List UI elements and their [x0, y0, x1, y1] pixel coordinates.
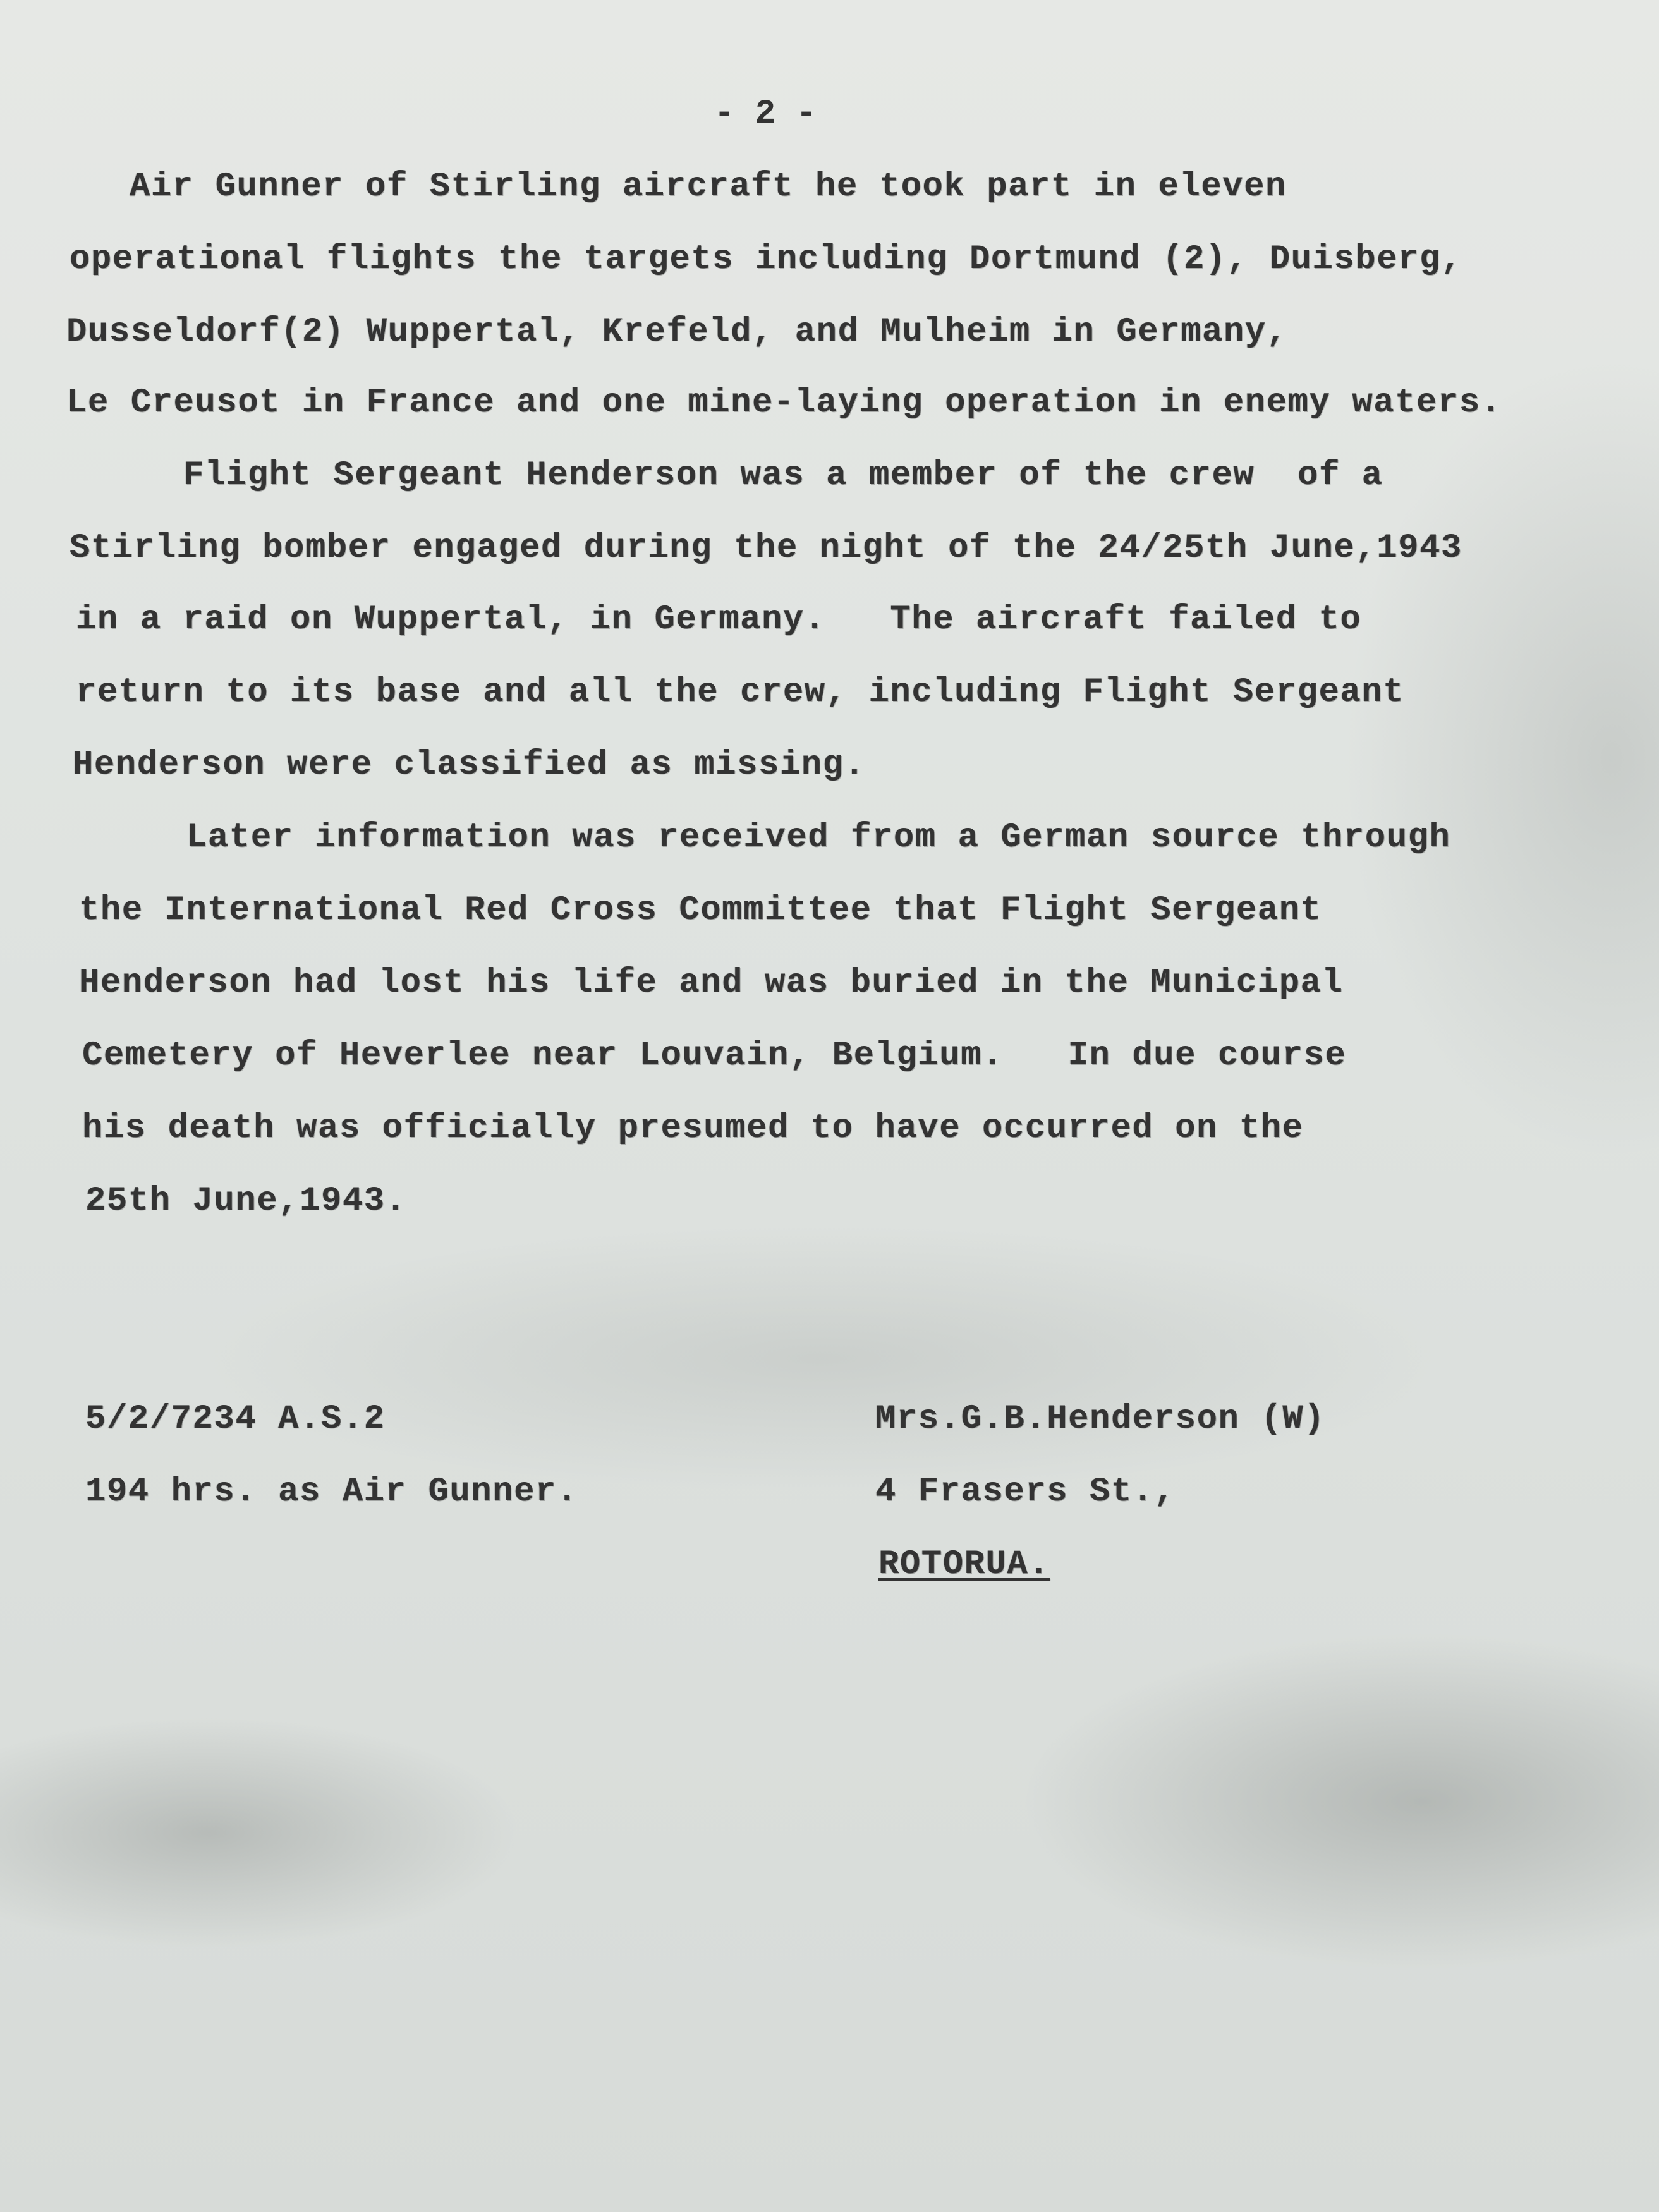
- body-line-14: his death was officially presumed to have occurred on the: [82, 1109, 1304, 1148]
- body-line-15: 25th June,1943.: [85, 1182, 407, 1220]
- addressee-street: 4 Frasers St.,: [875, 1473, 1176, 1511]
- body-line-4: Le Creusot in France and one mine-laying operation in enemy waters.: [66, 384, 1502, 422]
- body-line-13: Cemetery of Heverlee near Louvain, Belgium. In due course: [82, 1036, 1347, 1075]
- service-hours: 194 hrs. as Air Gunner.: [85, 1473, 578, 1511]
- body-line-11: the International Red Cross Committee that Flight Sergeant: [79, 891, 1322, 930]
- body-line-8: return to its base and all the crew, including Flight Sergeant: [76, 673, 1405, 712]
- body-line-7: in a raid on Wuppertal, in Germany. The aircraft failed to: [76, 600, 1362, 639]
- addressee-town: ROTORUA.: [878, 1545, 1050, 1584]
- body-line-1: Air Gunner of Stirling aircraft he took part in eleven: [130, 167, 1287, 206]
- body-line-5: Flight Sergeant Henderson was a member of the crew of a: [183, 456, 1383, 495]
- body-line-10: Later information was received from a German source through: [186, 818, 1451, 857]
- body-line-6: Stirling bomber engaged during the night of the 24/25th June,1943: [70, 529, 1462, 568]
- file-reference: 5/2/7234 A.S.2: [85, 1400, 386, 1438]
- body-line-9: Henderson were classified as missing.: [73, 746, 866, 784]
- body-line-2: operational flights the targets including Dortmund (2), Duisberg,: [70, 240, 1462, 279]
- body-line-3: Dusseldorf(2) Wuppertal, Krefeld, and Mulheim in Germany,: [66, 313, 1288, 351]
- body-line-12: Henderson had lost his life and was buried in the Municipal: [79, 964, 1344, 1002]
- addressee-name: Mrs.G.B.Henderson (W): [875, 1400, 1326, 1438]
- page-number: - 2 -: [714, 95, 817, 133]
